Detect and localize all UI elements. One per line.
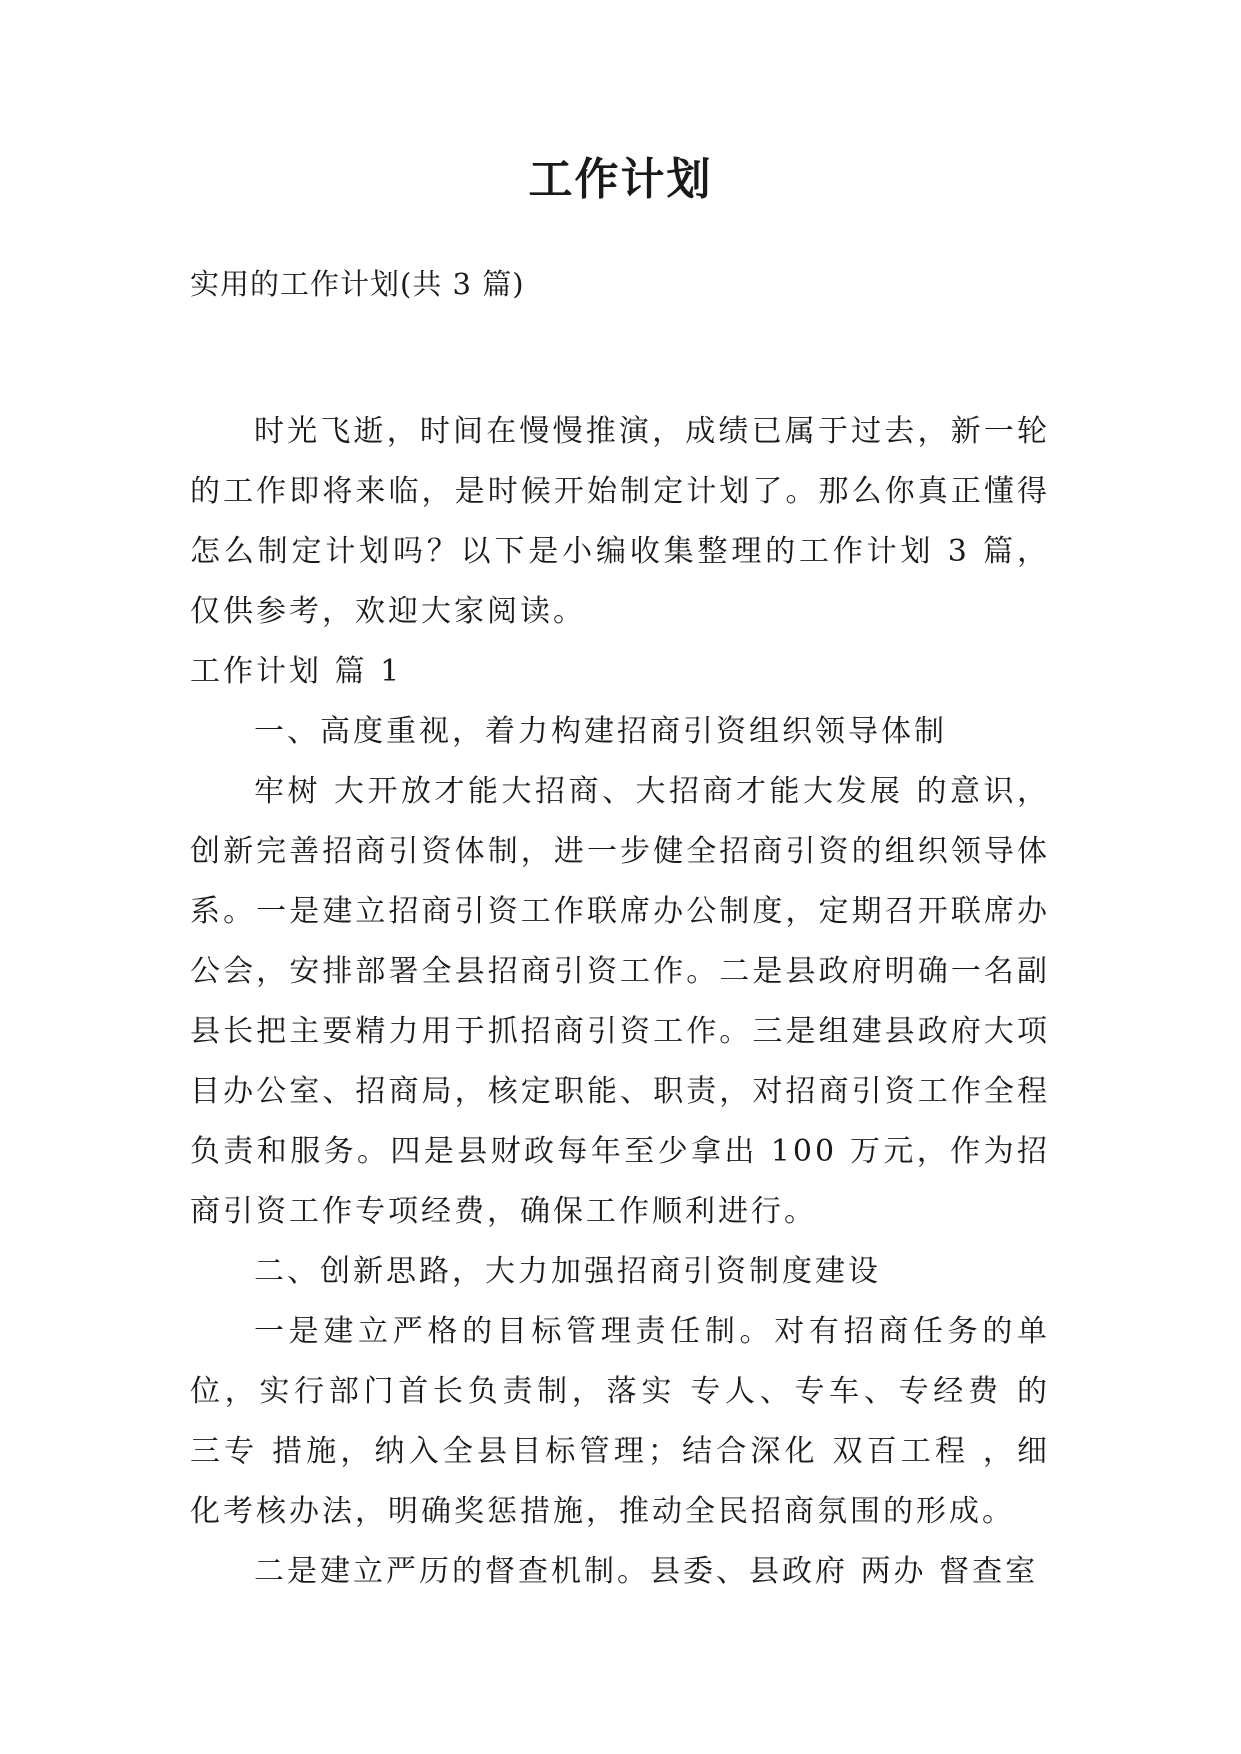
document-subtitle: 实用的工作计划(共 3 篇)	[190, 267, 525, 301]
document-body	[190, 402, 1050, 1602]
body-paragraph: 二是建立严历的督查机制。县委、县政府 两办 督查室	[254, 1554, 1039, 1589]
body-paragraph: 牢树 大开放才能大招商、大招商才能大发展 的意识，创新完善招商引资体制，进一步健全招商引资的组织领导体系。一是建立招商引资工作联席办公制度，定期召开联席办公会，安排部署全县招商引资工作。二是县政府明确一名副县长把主要精力用于抓招商引资工作。三是组建县政府大项目办公室、招商局，核定职能、职责，对招商引资工作全程负责和服务。四是县财政每年至少拿出 100 万元，作为招商引资工作专项经费，确保工作顺利进行。	[190, 774, 1050, 1229]
body-paragraph: 一是建立严格的目标管理责任制。对有招商任务的单位，实行部门首长负责制，落实 专人、专车、专经费 的 三专 措施，纳入全县目标管理；结合深化 双百工程 ，细化考核办法，明确奖惩措施，推动全民招商氛围的形成。	[190, 1314, 1050, 1529]
body-paragraph: 工作计划 篇 1	[190, 654, 403, 689]
body-paragraph: 时光飞逝，时间在慢慢推演，成绩已属于过去，新一轮的工作即将来临，是时候开始制定计划了。那么你真正懂得怎么制定计划吗？以下是小编收集整理的工作计划 3 篇，仅供参考，欢迎大家阅读。	[190, 414, 1050, 629]
document-title: 工作计划	[528, 154, 713, 205]
body-paragraph: 一、高度重视，着力构建招商引资组织领导体制	[254, 714, 947, 749]
body-paragraph: 二、创新思路，大力加强招商引资制度建设	[254, 1254, 881, 1289]
